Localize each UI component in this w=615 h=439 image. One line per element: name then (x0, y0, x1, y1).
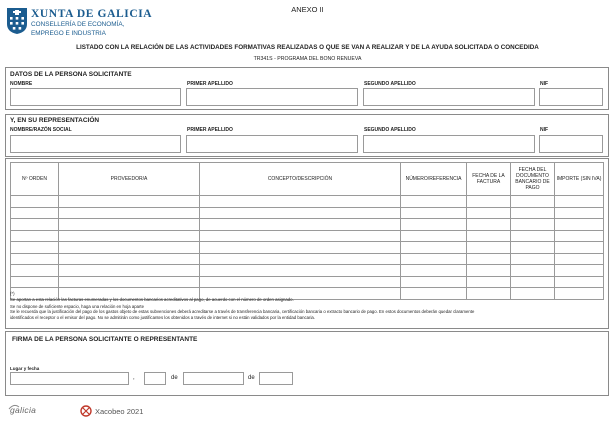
table-cell[interactable] (401, 253, 467, 265)
table-cell[interactable] (401, 276, 467, 288)
applicant-name-field[interactable] (10, 88, 181, 106)
place-field[interactable] (10, 372, 129, 385)
year-field[interactable] (259, 372, 293, 385)
table-cell[interactable] (200, 230, 401, 242)
table-cell[interactable] (59, 242, 200, 254)
table-cell[interactable] (200, 242, 401, 254)
representative-surname2-field[interactable] (363, 135, 535, 153)
notes-line-4: identificados el receptor o el emisor del pago. No se admitirán como justificantes los obtenidos a través de internet si no están validados por la entidad bancaria. (10, 315, 316, 320)
column-header-provider: PROVEEDOR/A (59, 163, 200, 196)
procedure-code: TR341S - PROGRAMA DEL BONO RENUEVA (253, 56, 362, 62)
representative-nif-field[interactable] (539, 135, 603, 153)
applicant-surname1-label: PRIMER APELLIDO (187, 81, 233, 87)
table-cell[interactable] (200, 207, 401, 219)
table-body (11, 196, 604, 300)
table-row (11, 253, 604, 265)
column-header-order: Nº ORDEN (11, 163, 59, 196)
table-cell[interactable] (511, 196, 555, 208)
table-cell[interactable] (467, 196, 511, 208)
table-cell[interactable] (11, 219, 59, 231)
table-cell[interactable] (511, 253, 555, 265)
table-cell[interactable] (200, 219, 401, 231)
table-cell[interactable] (59, 276, 200, 288)
table-cell[interactable] (555, 207, 604, 219)
applicant-surname2-label: SEGUNDO APELLIDO (364, 81, 416, 87)
column-header-amount: IMPORTE (SIN IVA) (555, 163, 604, 196)
table-cell[interactable] (555, 265, 604, 277)
document-title: LISTADO CON LA RELACIÓN DE LAS ACTIVIDADES FORMATIVAS REALIZADAS O QUE SE VAN A REALIZAR Y DE LA AYUDA SOLICITADA O CONCEDIDA (76, 44, 539, 51)
table-cell[interactable] (511, 265, 555, 277)
table-cell[interactable] (555, 219, 604, 231)
column-header-invoice-date: FECHA DE LA FACTURA (467, 163, 511, 196)
notes-line-3: Se le recuerda que la justificación del pago de los gastos objeto de estas subvenciones deberá acreditarse a través de transferencia bancaria, certificación bancaria o extracto bancario de pago. En estos documentos deberán quedar claramente (10, 309, 475, 314)
place-date-label: Lugar y fecha (10, 366, 40, 371)
annex-text: ANEXO II (291, 5, 324, 14)
org-name: XUNTA DE GALICIA (31, 8, 153, 20)
representative-name-label: NOMBRE/RAZÓN SOCIAL (10, 127, 72, 133)
table-cell[interactable] (11, 253, 59, 265)
table-cell[interactable] (555, 276, 604, 288)
place-date-separator: , (133, 375, 135, 381)
column-header-reference: NÚMERO/REFERENCIA (401, 163, 467, 196)
notes-line-1: Se aportan a esta relación las facturas enumeradas y los documentos bancarios acreditativos al pago, de acuerdo con el número de orden asignado. (10, 297, 294, 302)
table-row (11, 276, 604, 288)
table-cell[interactable] (555, 242, 604, 254)
xacobeo-logo-text: Xacobeo 2021 (95, 407, 144, 416)
org-department-line-2: EMPREGO E INDUSTRIA (31, 30, 106, 37)
table-cell[interactable] (467, 253, 511, 265)
table-row (11, 207, 604, 219)
table-cell[interactable] (467, 207, 511, 219)
applicant-nif-label: NIF (540, 81, 549, 87)
representative-surname1-label: PRIMER APELLIDO (187, 127, 233, 133)
xacobeo-logo-icon (80, 405, 92, 417)
table-cell[interactable] (467, 242, 511, 254)
table-cell[interactable] (200, 253, 401, 265)
table-cell[interactable] (200, 196, 401, 208)
table-cell[interactable] (401, 219, 467, 231)
table-cell[interactable] (555, 253, 604, 265)
applicant-section-title: DATOS DE LA PERSONA SOLICITANTE (10, 71, 132, 78)
representative-section-title: Y, EN SU REPRESENTACIÓN (10, 117, 100, 124)
column-header-concept: CONCEPTO/DESCRIPCIÓN (200, 163, 401, 196)
table-cell[interactable] (555, 230, 604, 242)
applicant-surname2-field[interactable] (363, 88, 535, 106)
table-cell[interactable] (11, 242, 59, 254)
table-cell[interactable] (59, 196, 200, 208)
table-row (11, 196, 604, 208)
table-row (11, 219, 604, 231)
table-cell[interactable] (200, 276, 401, 288)
table-cell[interactable] (11, 207, 59, 219)
table-cell[interactable] (467, 276, 511, 288)
table-cell[interactable] (467, 265, 511, 277)
representative-surname2-label: SEGUNDO APELLIDO (364, 127, 416, 133)
table-cell[interactable] (59, 230, 200, 242)
org-department-line-1: CONSELLERÍA DE ECONOMÍA, (31, 21, 125, 28)
activities-table (10, 162, 604, 300)
table-cell[interactable] (401, 207, 467, 219)
table-cell[interactable] (59, 219, 200, 231)
table-cell[interactable] (511, 219, 555, 231)
annex-label (0, 5, 615, 14)
applicant-nif-field[interactable] (539, 88, 603, 106)
representative-name-field[interactable] (10, 135, 181, 153)
table-cell[interactable] (467, 219, 511, 231)
galicia-logo-text: galicia (10, 405, 37, 415)
table-cell[interactable] (11, 265, 59, 277)
representative-surname1-field[interactable] (186, 135, 358, 153)
applicant-surname1-field[interactable] (186, 88, 358, 106)
table-cell[interactable] (511, 242, 555, 254)
table-cell[interactable] (467, 230, 511, 242)
day-field[interactable] (144, 372, 166, 385)
table-header-row (11, 163, 604, 196)
table-cell[interactable] (555, 196, 604, 208)
table-cell[interactable] (511, 230, 555, 242)
applicant-name-label: NOMBRE (10, 81, 33, 87)
table-cell[interactable] (511, 276, 555, 288)
representative-nif-label: NIF (540, 127, 549, 133)
table-cell[interactable] (59, 253, 200, 265)
table-cell[interactable] (401, 265, 467, 277)
table-row (11, 242, 604, 254)
table-cell[interactable] (401, 242, 467, 254)
de-text-2: de (248, 375, 255, 381)
table-cell[interactable] (59, 265, 200, 277)
notes-marker: (*) (10, 291, 15, 296)
table-row (11, 230, 604, 242)
month-field[interactable] (183, 372, 244, 385)
table-cell[interactable] (200, 265, 401, 277)
column-header-bank-doc-date: FECHA DEL DOCUMENTO BANCARIO DE PAGO (511, 163, 555, 196)
table-cell[interactable] (11, 196, 59, 208)
table-cell[interactable] (11, 230, 59, 242)
table-cell[interactable] (401, 196, 467, 208)
table-cell[interactable] (11, 276, 59, 288)
notes-line-2: Se no dispone de suficiente espacio, haga una relación en hoja aparte (10, 304, 145, 309)
de-text-1: de (171, 375, 178, 381)
table-cell[interactable] (59, 207, 200, 219)
table-row (11, 265, 604, 277)
table-cell[interactable] (401, 230, 467, 242)
table-cell[interactable] (511, 207, 555, 219)
signature-section-title: FIRMA DE LA PERSONA SOLICITANTE O REPRESENTANTE (12, 336, 198, 343)
